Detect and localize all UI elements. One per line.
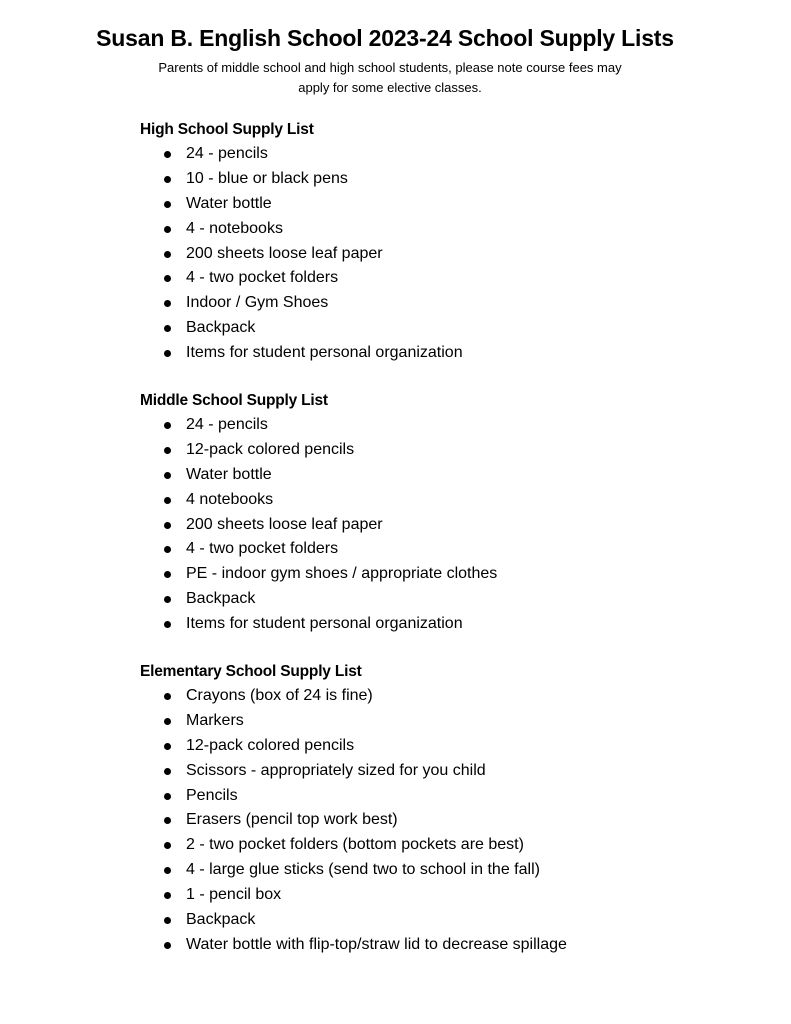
list-item-text: 1 - pencil box — [186, 886, 282, 904]
list-item — [140, 463, 740, 488]
list-item-text: 24 - pencils — [186, 416, 268, 433]
list-item-text: Pencils — [186, 786, 238, 804]
bullet-icon — [164, 621, 171, 628]
bullet-icon — [164, 693, 171, 700]
bullet-icon — [164, 743, 171, 750]
list-item-text: Scissors - appropriately sized for you child — [186, 761, 486, 779]
list-item-text: 4 notebooks — [186, 490, 274, 508]
list-item-text: 12-pack colored pencils — [186, 440, 355, 458]
list-item-text: 12-pack colored pencils — [186, 736, 355, 754]
bullet-icon — [164, 596, 171, 603]
list-item — [140, 192, 740, 217]
list-item — [140, 242, 740, 267]
list-item — [140, 833, 740, 858]
bullet-icon — [164, 546, 171, 553]
bullet-icon — [164, 151, 171, 158]
list-item — [140, 167, 740, 192]
bullet-icon — [164, 793, 171, 800]
list-item-text: Backpack — [186, 319, 256, 337]
bullet-icon — [164, 350, 171, 357]
list-item — [140, 587, 740, 612]
list-item-text: Crayons (box of 24 is fine) — [186, 687, 373, 704]
subtitle-line-1: Parents of middle school and high school students, please note course fees may — [158, 60, 622, 75]
list-item-text: 24 - pencils — [186, 145, 268, 162]
list-item — [140, 142, 740, 167]
section-heading: Middle School Supply List — [140, 392, 328, 409]
bullet-icon — [164, 176, 171, 183]
bullet-icon — [164, 718, 171, 725]
list-item — [140, 562, 740, 587]
list-item-text: Erasers (pencil top work best) — [186, 811, 398, 829]
list-item-text: 4 - large glue sticks (send two to school in the fall) — [186, 861, 540, 879]
list-item — [140, 266, 740, 291]
section-heading: Elementary School Supply List — [140, 663, 362, 680]
list-item — [140, 513, 740, 538]
list-item-text: Items for student personal organization — [186, 615, 463, 633]
list-item-text: 10 - blue or black pens — [186, 169, 348, 187]
bullet-icon — [164, 251, 171, 258]
bullet-icon — [164, 422, 171, 429]
bullet-icon — [164, 522, 171, 529]
list-item — [140, 217, 740, 242]
bullet-icon — [164, 226, 171, 233]
subtitle-line-2: apply for some elective classes. — [298, 80, 482, 95]
list-item — [140, 858, 740, 883]
list-item — [140, 784, 740, 809]
list-item-text: Markers — [186, 711, 244, 729]
bullet-icon — [164, 497, 171, 504]
page-subtitle — [120, 58, 660, 98]
list-item-text: PE - indoor gym shoes / appropriate clothes — [186, 565, 498, 583]
list-item — [140, 438, 740, 463]
bullet-icon — [164, 817, 171, 824]
bullet-icon — [164, 275, 171, 282]
list-item-text: 4 - two pocket folders — [186, 540, 339, 558]
list-item-text: Backpack — [186, 911, 256, 929]
bullet-icon — [164, 842, 171, 849]
elementary-school-section — [140, 660, 740, 958]
list-item-text: Backpack — [186, 590, 256, 608]
list-item-text: 2 - two pocket folders (bottom pockets are best) — [186, 836, 524, 854]
list-item-text: Indoor / Gym Shoes — [186, 294, 329, 312]
list-item-text: 200 sheets loose leaf paper — [186, 515, 383, 533]
middle-school-section — [140, 389, 740, 637]
bullet-icon — [164, 571, 171, 578]
bullet-icon — [164, 892, 171, 899]
list-item — [140, 537, 740, 562]
bullet-icon — [164, 867, 171, 874]
list-item-text: Water bottle — [186, 465, 272, 483]
list-item — [140, 488, 740, 513]
list-item — [140, 709, 740, 734]
list-item — [140, 413, 740, 438]
bullet-icon — [164, 768, 171, 775]
list-item-text: Water bottle — [186, 194, 272, 212]
bullet-icon — [164, 447, 171, 454]
bullet-icon — [164, 942, 171, 949]
list-item-text: 4 - two pocket folders — [186, 269, 339, 287]
bullet-icon — [164, 472, 171, 479]
list-item — [140, 612, 740, 637]
bullet-icon — [164, 300, 171, 307]
bullet-icon — [164, 325, 171, 332]
high-school-section — [140, 118, 740, 366]
supply-list — [140, 413, 740, 637]
bullet-icon — [164, 201, 171, 208]
list-item-text: 200 sheets loose leaf paper — [186, 244, 383, 262]
list-item — [140, 341, 740, 366]
list-item — [140, 291, 740, 316]
page-title: Susan B. English School 2023-24 School Supply Lists — [96, 25, 674, 51]
list-item — [140, 759, 740, 784]
list-item — [140, 933, 740, 958]
section-heading: High School Supply List — [140, 121, 314, 138]
bullet-icon — [164, 917, 171, 924]
supply-list — [140, 142, 740, 366]
list-item — [140, 316, 740, 341]
list-item — [140, 684, 740, 709]
supply-list — [140, 684, 740, 958]
list-item — [140, 908, 740, 933]
list-item-text: 4 - notebooks — [186, 219, 283, 237]
list-item — [140, 734, 740, 759]
list-item-text: Water bottle with flip-top/straw lid to decrease spillage — [186, 935, 567, 953]
list-item-text: Items for student personal organization — [186, 344, 463, 362]
list-item — [140, 883, 740, 908]
list-item — [140, 808, 740, 833]
